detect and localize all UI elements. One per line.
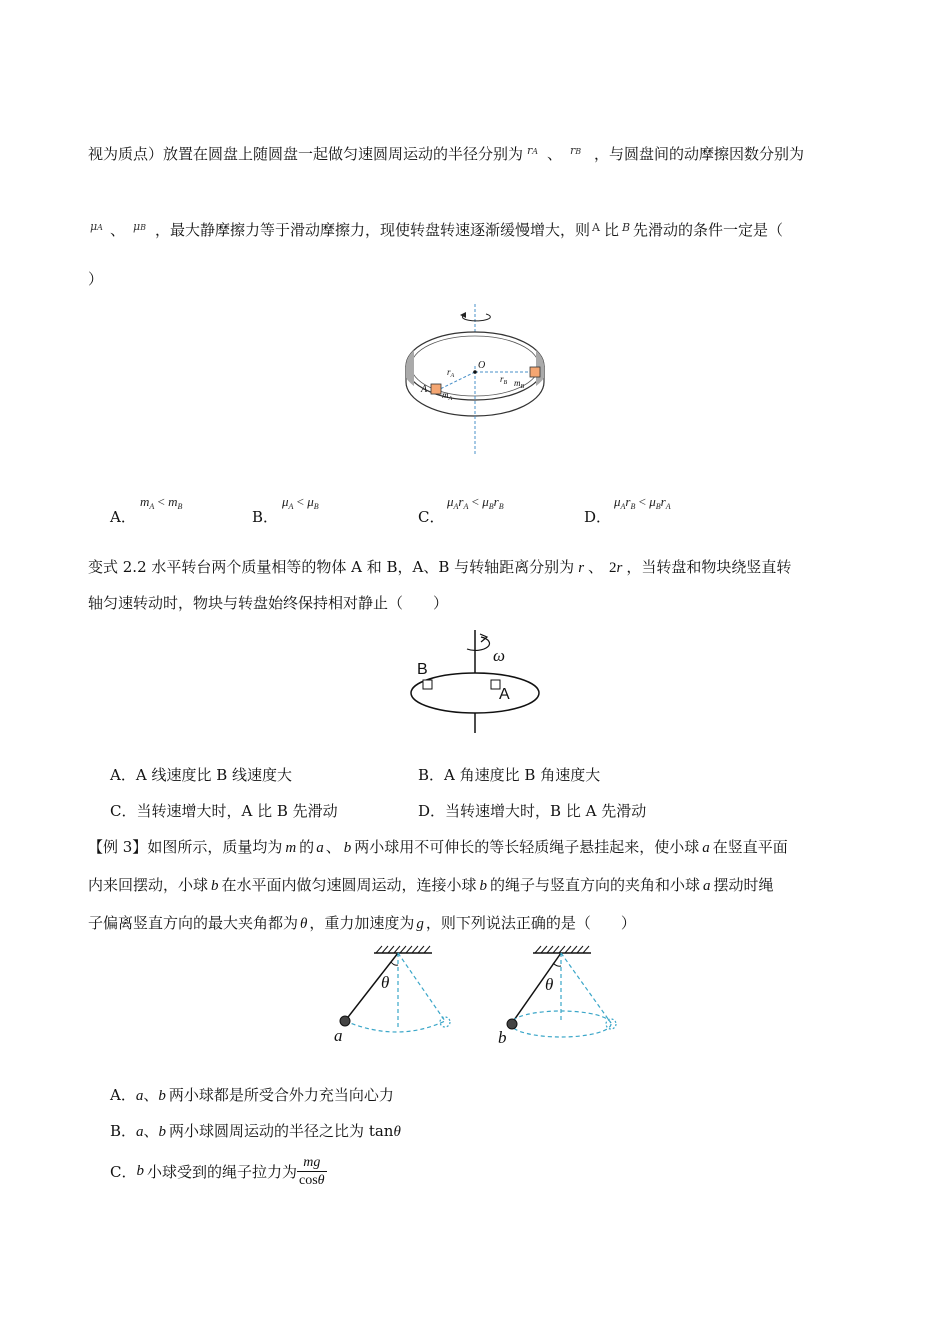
q3-line2: 内来回摆动，小球 b 在水平面内做匀速圆周运动，连接小球 b 的绳子与竖直方向的夹角和小球 a 摆动时绳	[88, 876, 774, 894]
q3-pendulum-a-figure	[330, 945, 460, 1045]
q1-option-b-expr: $\mu_A < \mu_B$	[282, 494, 319, 511]
svg-text:O	[478, 360, 485, 371]
q3-option-c-fraction: $\frac{mg}{\cos\theta}$	[299, 1155, 325, 1188]
fig1-label-rA: r	[447, 367, 451, 377]
svg-text:rB: $r_B$	[500, 374, 508, 386]
svg-text:mB: $m_B$	[514, 378, 525, 390]
fig3a-label-theta: θ	[381, 973, 390, 992]
q1-sep1: 、	[547, 145, 563, 163]
q3-option-a[interactable]: A．a、b 两小球都是所受合外力充当向心力	[110, 1086, 394, 1104]
q2-turntable-figure	[405, 625, 545, 740]
q1-option-b[interactable]: B．	[252, 508, 279, 526]
q3-line1: 【例 3】如图所示，质量均为 m 的 a 、 b 两小球用不可伸长的等长轻质绳子悬挂起来，使小球 a 在竖直平面	[88, 838, 788, 856]
fig1-label-mA: m	[442, 390, 449, 400]
svg-text:rA: $r_A$	[447, 367, 455, 379]
q2-line1-post: ，当转盘和物块绕竖直转	[626, 558, 792, 576]
fig2-label-B: B	[417, 661, 428, 678]
fig2-label-A: A	[499, 686, 510, 703]
q3-line3: 子偏离竖直方向的最大夹角都为 θ ，重力加速度为 g ，则下列说法正确的是（ ）	[88, 914, 636, 932]
q1-option-c-expr: $\mu_Ar_A < \mu_Br_B$	[447, 494, 504, 511]
q2-r: r	[578, 560, 585, 576]
q1-option-d[interactable]: D．	[584, 508, 612, 526]
q3-tag: 【例 3】	[88, 838, 148, 856]
q1-line2-post: 先滑动的条件一定是（	[633, 221, 784, 239]
q1-line2: μA 、 μB ，最大静摩擦力等于滑动摩擦力，现使转盘转速逐渐缓慢增大，则 A 比 B 先滑动的条件一定是（	[90, 220, 784, 239]
q1-close-paren: ）	[88, 270, 104, 288]
fig1-label-rB: r	[500, 374, 504, 384]
q2-line1-pre: 变式 2.2 水平转台两个质量相等的物体 A 和 B，A、B 与转轴距离分别为	[88, 558, 575, 576]
fig2-label-omega: ω	[493, 646, 506, 665]
q3-option-b[interactable]: B．a、b 两小球圆周运动的半径之比为 tanθ	[110, 1122, 401, 1140]
fig3b-label-b: b	[498, 1028, 507, 1047]
q1-line1-post: ，与圆盘间的动摩擦因数分别为	[594, 145, 805, 163]
q1-turntable-figure	[400, 300, 550, 460]
q2-line1	[88, 556, 791, 577]
q2-option-c[interactable]: C．当转速增大时，A 比 B 先滑动	[110, 802, 338, 820]
q2-line2: 轴匀速转动时，物块与转盘始终保持相对静止（ ）	[88, 594, 449, 612]
fig3b-label-theta: θ	[545, 975, 554, 994]
svg-text:mA: $m_A$	[442, 390, 453, 402]
q1-option-a[interactable]: A．	[110, 508, 136, 526]
q2-option-b[interactable]: B．A 角速度比 B 角速度大	[418, 766, 601, 784]
svg-text:A	[420, 384, 428, 395]
q2-option-d[interactable]: D．当转速增大时，B 比 A 先滑动	[418, 802, 647, 820]
fig3a-label-a: a	[334, 1026, 343, 1045]
q1-line2-mid: ，最大静摩擦力等于滑动摩擦力，现使转盘转速逐渐缓慢增大，则	[155, 221, 591, 239]
fig1-label-mB: m	[514, 378, 521, 388]
q2-2r: r	[616, 560, 623, 576]
q1-option-d-expr: $\mu_Ar_B < \mu_Br_A$	[614, 494, 671, 511]
q3-conical-b-figure	[495, 945, 625, 1050]
q1-line1-pre: 视为质点）放置在圆盘上随圆盘一起做匀速圆周运动的半径分别为	[88, 145, 524, 163]
q1-option-a-expr: $m_A < m_B$	[140, 494, 183, 511]
q1-bi: 比	[604, 221, 620, 239]
q1-line3	[88, 268, 103, 289]
q2-two: 2	[609, 560, 617, 576]
fig1-label-O: O	[478, 360, 486, 371]
q3-option-c[interactable]: C．b 小球受到的绳子拉力为 $\frac{mg}{\cos\theta}$	[110, 1155, 325, 1188]
fig1-label-A: A	[421, 384, 428, 395]
q2-sep: 、	[588, 558, 604, 576]
q1-option-c[interactable]: C．	[418, 508, 445, 526]
q1-sep2: 、	[110, 221, 126, 239]
q2-option-a[interactable]: A．A 线速度比 B 线速度大	[110, 766, 293, 784]
q1-line1: 视为质点）放置在圆盘上随圆盘一起做匀速圆周运动的半径分别为 rA 、 rB ，与圆盘间的动摩擦因数分别为	[88, 144, 805, 163]
